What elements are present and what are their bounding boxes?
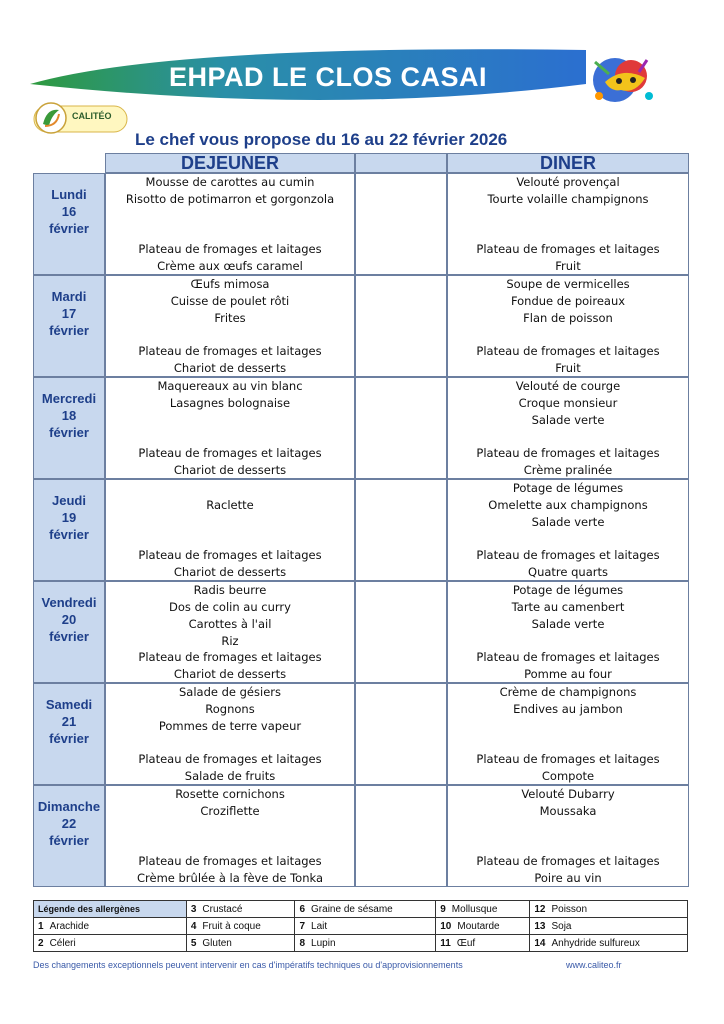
day-num: 22 xyxy=(61,816,77,831)
dinner-dish: Plateau de fromages et laitages xyxy=(476,650,660,664)
lunch-cell xyxy=(105,377,355,479)
legend-item: 7 Lait xyxy=(295,918,436,935)
day-num: 16 xyxy=(61,204,77,219)
allergen-legend xyxy=(33,900,688,952)
dinner-cell xyxy=(447,173,689,275)
day-label xyxy=(33,785,105,887)
mid-cell xyxy=(355,785,447,887)
lunch-dish: Plateau de fromages et laitages xyxy=(138,446,322,460)
day-month: février xyxy=(49,833,89,848)
legend-item: 1 Arachide xyxy=(34,918,187,935)
lunch-dish: Chariot de desserts xyxy=(173,463,287,477)
legend-item: 3 Crustacé xyxy=(186,901,295,918)
dinner-dish: Omelette aux champignons xyxy=(488,498,648,512)
dinner-dish: Salade verte xyxy=(531,413,605,427)
lunch-dish: Croziflette xyxy=(200,804,260,818)
lunch-dish: Carottes à l'ail xyxy=(188,617,272,631)
mid-cell xyxy=(355,581,447,683)
mid-cell xyxy=(355,275,447,377)
dinner-dish: Moussaka xyxy=(539,804,597,818)
lunch-dish: Plateau de fromages et laitages xyxy=(138,548,322,562)
day-num: 21 xyxy=(61,714,77,729)
dinner-dish: Plateau de fromages et laitages xyxy=(476,446,660,460)
mid-cell xyxy=(355,479,447,581)
lunch-dish: Salade de gésiers xyxy=(178,685,281,699)
day-row xyxy=(33,683,689,785)
dinner-dish: Quatre quarts xyxy=(528,565,608,579)
day-name: Vendredi xyxy=(41,595,97,610)
dinner-column-header: DINER xyxy=(447,153,689,173)
footer-note: Des changements exceptionnels peuvent intervenir en cas d'impératifs techniques ou d'approvisionnements xyxy=(33,960,463,970)
day-label xyxy=(33,683,105,785)
dinner-dish: Plateau de fromages et laitages xyxy=(476,242,660,256)
lunch-dish: Plateau de fromages et laitages xyxy=(138,854,322,868)
menu-subtitle: Le chef vous propose du 16 au 22 février 2026 xyxy=(135,130,508,149)
dinner-dish: Poire au vin xyxy=(534,871,602,885)
dinner-dish: Plateau de fromages et laitages xyxy=(476,344,660,358)
mid-cell xyxy=(355,683,447,785)
day-name: Mercredi xyxy=(41,391,97,406)
day-month: février xyxy=(49,221,89,236)
day-row xyxy=(33,785,689,887)
day-label xyxy=(33,581,105,683)
lunch-dish: Chariot de desserts xyxy=(173,361,287,375)
day-row xyxy=(33,479,689,581)
day-name: Jeudi xyxy=(52,493,86,508)
lunch-dish: Plateau de fromages et laitages xyxy=(138,650,322,664)
page-title: EHPAD LE CLOS CASAI xyxy=(168,61,488,92)
lunch-cell xyxy=(105,683,355,785)
legend-item: 11 Œuf xyxy=(436,935,530,952)
lunch-dish: Riz xyxy=(221,634,239,648)
day-month: février xyxy=(49,527,89,542)
dinner-dish: Tarte au camenbert xyxy=(511,600,625,614)
day-num: 19 xyxy=(61,510,77,525)
dinner-dish: Crème pralinée xyxy=(523,463,613,477)
day-row xyxy=(33,275,689,377)
dinner-dish: Velouté provençal xyxy=(516,175,620,189)
carnival-mask-icon xyxy=(585,52,661,108)
dinner-cell xyxy=(447,479,689,581)
header-spacer xyxy=(355,153,447,173)
dinner-dish: Flan de poisson xyxy=(523,311,613,325)
day-row xyxy=(33,377,689,479)
legend-item: 13 Soja xyxy=(530,918,688,935)
dinner-cell xyxy=(447,581,689,683)
dinner-dish: Plateau de fromages et laitages xyxy=(476,752,660,766)
dinner-dish: Velouté de courge xyxy=(515,379,621,393)
day-row xyxy=(33,581,689,683)
day-num: 18 xyxy=(61,408,77,423)
lunch-dish: Raclette xyxy=(206,498,254,512)
day-name: Samedi xyxy=(45,697,93,712)
dinner-dish: Endives au jambon xyxy=(513,702,623,716)
lunch-cell xyxy=(105,479,355,581)
lunch-dish: Œufs mimosa xyxy=(190,277,270,291)
dinner-dish: Crème de champignons xyxy=(499,685,637,699)
lunch-cell xyxy=(105,275,355,377)
lunch-dish: Pommes de terre vapeur xyxy=(158,719,302,733)
legend-item: 12 Poisson xyxy=(530,901,688,918)
dinner-dish: Fondue de poireaux xyxy=(510,294,626,308)
legend-item: 6 Graine de sésame xyxy=(295,901,436,918)
lunch-dish: Radis beurre xyxy=(193,583,267,597)
day-month: février xyxy=(49,629,89,644)
dinner-dish: Tourte volaille champignons xyxy=(487,192,649,206)
day-label xyxy=(33,377,105,479)
dinner-dish: Pomme au four xyxy=(524,667,612,681)
day-name: Mardi xyxy=(51,289,87,304)
legend-title: Légende des allergènes xyxy=(34,901,187,918)
dinner-cell xyxy=(447,683,689,785)
legend-item: 4 Fruit à coque xyxy=(186,918,295,935)
dinner-dish: Salade verte xyxy=(531,617,605,631)
footer-url[interactable]: www.caliteo.fr xyxy=(566,960,622,970)
lunch-cell xyxy=(105,173,355,275)
dinner-dish: Potage de légumes xyxy=(512,481,624,495)
lunch-column-header: DEJEUNER xyxy=(105,153,355,173)
day-num: 20 xyxy=(61,612,77,627)
dinner-dish: Compote xyxy=(541,769,595,783)
dinner-dish: Fruit xyxy=(555,361,581,375)
lunch-dish: Chariot de desserts xyxy=(173,667,287,681)
day-num: 17 xyxy=(61,306,77,321)
lunch-dish: Plateau de fromages et laitages xyxy=(138,752,322,766)
day-label xyxy=(33,479,105,581)
dinner-dish: Salade verte xyxy=(531,515,605,529)
lunch-dish: Dos de colin au curry xyxy=(169,600,291,614)
dinner-dish: Velouté Dubarry xyxy=(521,787,615,801)
day-name: Lundi xyxy=(51,187,87,202)
logo-text: CALITÉO xyxy=(72,111,112,121)
lunch-dish: Crème aux œufs caramel xyxy=(157,259,303,273)
mid-cell xyxy=(355,377,447,479)
lunch-dish: Cuisse de poulet rôti xyxy=(170,294,290,308)
day-row xyxy=(33,173,689,275)
lunch-dish: Lasagnes bolognaise xyxy=(169,396,291,410)
dinner-dish: Fruit xyxy=(555,259,581,273)
day-month: février xyxy=(49,425,89,440)
day-name: Dimanche xyxy=(37,799,101,814)
legend-item: 10 Moutarde xyxy=(436,918,530,935)
lunch-dish: Mousse de carottes au cumin xyxy=(145,175,315,189)
dinner-dish: Potage de légumes xyxy=(512,583,624,597)
legend-item: 2 Céleri xyxy=(34,935,187,952)
dinner-dish: Croque monsieur xyxy=(518,396,618,410)
lunch-dish: Maquereaux au vin blanc xyxy=(157,379,303,393)
legend-item: 9 Mollusque xyxy=(436,901,530,918)
lunch-dish: Rosette cornichons xyxy=(175,787,285,801)
dinner-dish: Plateau de fromages et laitages xyxy=(476,548,660,562)
lunch-dish: Rognons xyxy=(205,702,255,716)
dinner-dish: Soupe de vermicelles xyxy=(506,277,630,291)
legend-item: 8 Lupin xyxy=(295,935,436,952)
lunch-dish: Crème brûlée à la fève de Tonka xyxy=(136,871,324,885)
day-label xyxy=(33,173,105,275)
legend-item: 5 Gluten xyxy=(186,935,295,952)
mid-cell xyxy=(355,173,447,275)
dinner-cell xyxy=(447,275,689,377)
lunch-dish: Plateau de fromages et laitages xyxy=(138,242,322,256)
day-month: février xyxy=(49,323,89,338)
dinner-cell xyxy=(447,785,689,887)
lunch-dish: Risotto de potimarron et gorgonzola xyxy=(125,192,335,206)
day-label xyxy=(33,275,105,377)
lunch-dish: Salade de fruits xyxy=(184,769,276,783)
lunch-cell xyxy=(105,785,355,887)
lunch-dish: Chariot de desserts xyxy=(173,565,287,579)
lunch-dish: Frites xyxy=(214,311,246,325)
day-month: février xyxy=(49,731,89,746)
lunch-cell xyxy=(105,581,355,683)
dinner-dish: Plateau de fromages et laitages xyxy=(476,854,660,868)
legend-item: 14 Anhydride sulfureux xyxy=(530,935,688,952)
dinner-cell xyxy=(447,377,689,479)
lunch-dish: Plateau de fromages et laitages xyxy=(138,344,322,358)
